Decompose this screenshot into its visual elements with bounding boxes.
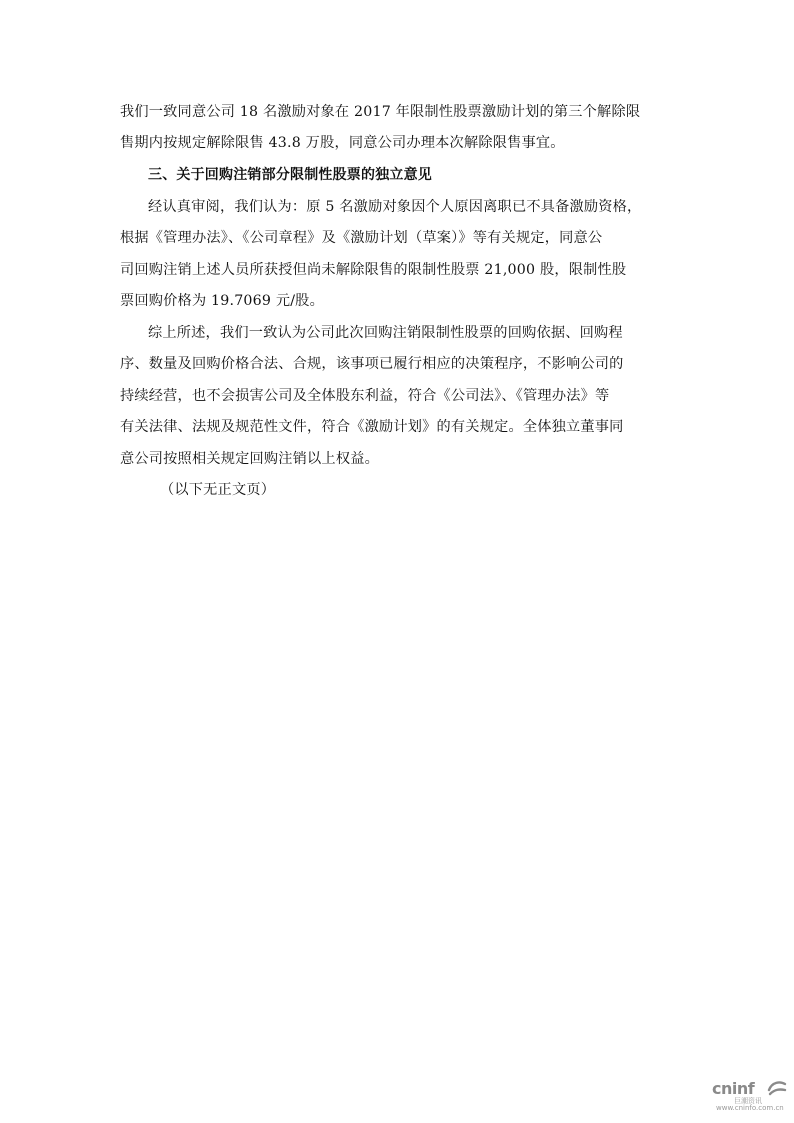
paragraph-line: 我们一致同意公司 18 名激励对象在 2017 年限制性股票激励计划的第三个解除限 — [120, 104, 641, 120]
paragraph-line: 综上所述，我们一致认为公司此次回购注销限制性股票的回购依据、回购程 — [148, 325, 623, 341]
paragraph-line: 票回购价格为 19.7069 元/股。 — [120, 293, 324, 309]
section-heading: 三、关于回购注销部分限制性股票的独立意见 — [148, 167, 432, 183]
cninfo-watermark — [712, 1079, 792, 1113]
cninfo-url: www.cninfo.com.cn — [716, 1104, 784, 1112]
paragraph-line: 意公司按照相关规定回购注销以上权益。 — [120, 451, 379, 467]
paragraph-line: 序、数量及回购价格合法、合规，该事项已履行相应的决策程序，不影响公司的 — [120, 356, 624, 372]
paragraph-line: 根据《管理办法》、《公司章程》及《激励计划（草案）》等有关规定，同意公 — [120, 230, 603, 246]
paragraph-line: 司回购注销上述人员所获授但尚未解除限售的限制性股票 21,000 股，限制性股 — [120, 262, 627, 278]
cninfo-logo-icon — [766, 1080, 788, 1096]
paragraph-line: 持续经营，也不会损害公司及全体股东利益，符合《公司法》、《管理办法》等 — [120, 388, 610, 404]
paragraph-line: 经认真审阅，我们认为：原 5 名激励对象因个人原因离职已不具备激励资格， — [148, 199, 642, 215]
cninfo-brand-cn: 巨潮资讯 — [734, 1097, 762, 1105]
paragraph-line: 售期内按规定解除限售 43.8 万股，同意公司办理本次解除限售事宜。 — [120, 135, 565, 151]
cninfo-brand: cninf — [712, 1079, 755, 1098]
paragraph-line: 有关法律、法规及规范性文件，符合《激励计划》的有关规定。全体独立董事同 — [120, 419, 624, 435]
end-note: （以下无正文页） — [160, 482, 276, 498]
